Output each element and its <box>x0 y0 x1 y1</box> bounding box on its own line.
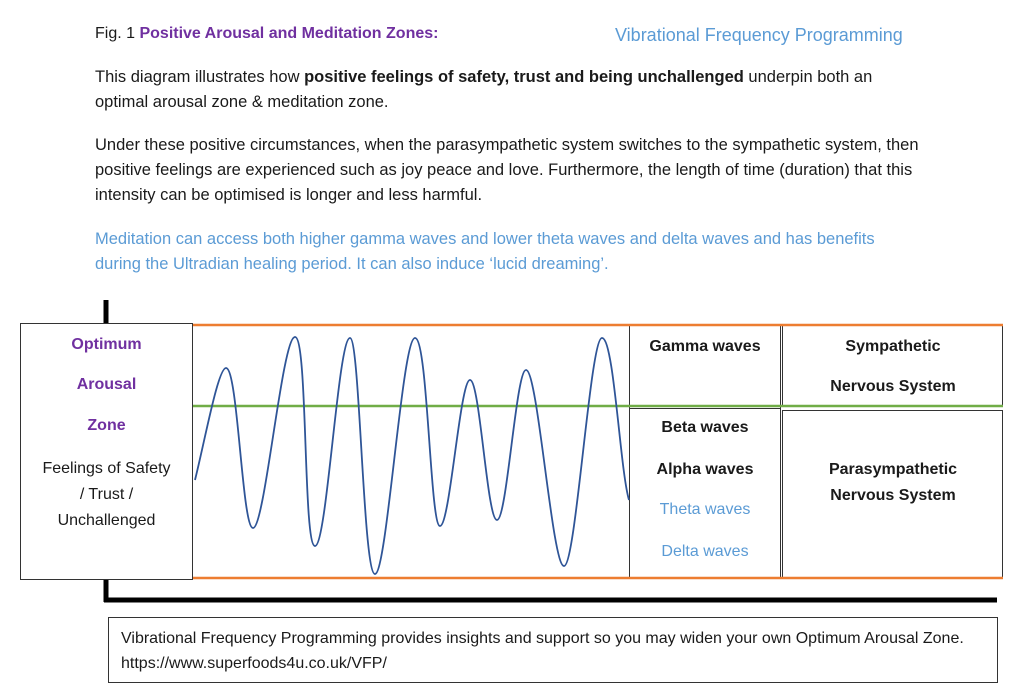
intro-text-start: This diagram illustrates how <box>95 68 305 86</box>
intro-text-end: underpin both an optimal arousal zone & meditation zone. <box>95 68 873 111</box>
figure-title-text: Positive Arousal and Meditation Zones: <box>139 25 439 42</box>
parasympathetic-label-line2: Nervous System <box>830 487 956 504</box>
circumstances-paragraph: Under these positive circumstances, when the parasympathetic system switches to the sympathetic system, then positive feelings are experienced such as joy peace and love. Furthermore, the length of time (duration) that this intensity can be optimised is longer and less harmful. <box>95 136 919 204</box>
meditation-paragraph: Meditation can access both higher gamma waves and lower theta waves and delta waves and has benefits during the Ultradian healing period. It can also induce ‘lucid dreaming’. <box>95 230 875 273</box>
feelings-text <box>21 456 192 534</box>
figure-prefix: Fig. 1 <box>95 25 140 42</box>
brainwave-curve <box>195 337 629 574</box>
optimum-arousal-zone-box <box>20 323 193 580</box>
zone-label-optimum: Optimum <box>71 336 142 353</box>
feelings-line: Feelings of Safety <box>42 460 171 477</box>
parasympathetic-label-line1: Parasympathetic <box>828 461 958 478</box>
brand-header: Vibrational Frequency Programming <box>615 25 903 45</box>
delta-waves-label: Delta waves <box>661 543 749 560</box>
sympathetic-label-line1: Sympathetic <box>845 338 941 355</box>
theta-waves-label: Theta waves <box>659 501 751 518</box>
beta-waves-label: Beta waves <box>661 419 749 436</box>
gamma-waves-label: Gamma waves <box>649 338 761 355</box>
zone-label-zone: Zone <box>87 417 126 434</box>
sympathetic-label-line2: Nervous System <box>830 378 956 395</box>
zone-label-arousal: Arousal <box>76 376 137 393</box>
feelings-line: Unchallenged <box>57 512 156 529</box>
feelings-line: / Trust / <box>79 486 134 503</box>
alpha-waves-label: Alpha waves <box>656 461 754 478</box>
footer-note: Vibrational Frequency Programming provides insights and support so you may widen your own Optimum Arousal Zone. https://www.superfoods4u.co.uk/VFP/ <box>108 617 998 683</box>
intro-text-bold: positive feelings of safety, trust and being unchallenged <box>304 68 744 86</box>
